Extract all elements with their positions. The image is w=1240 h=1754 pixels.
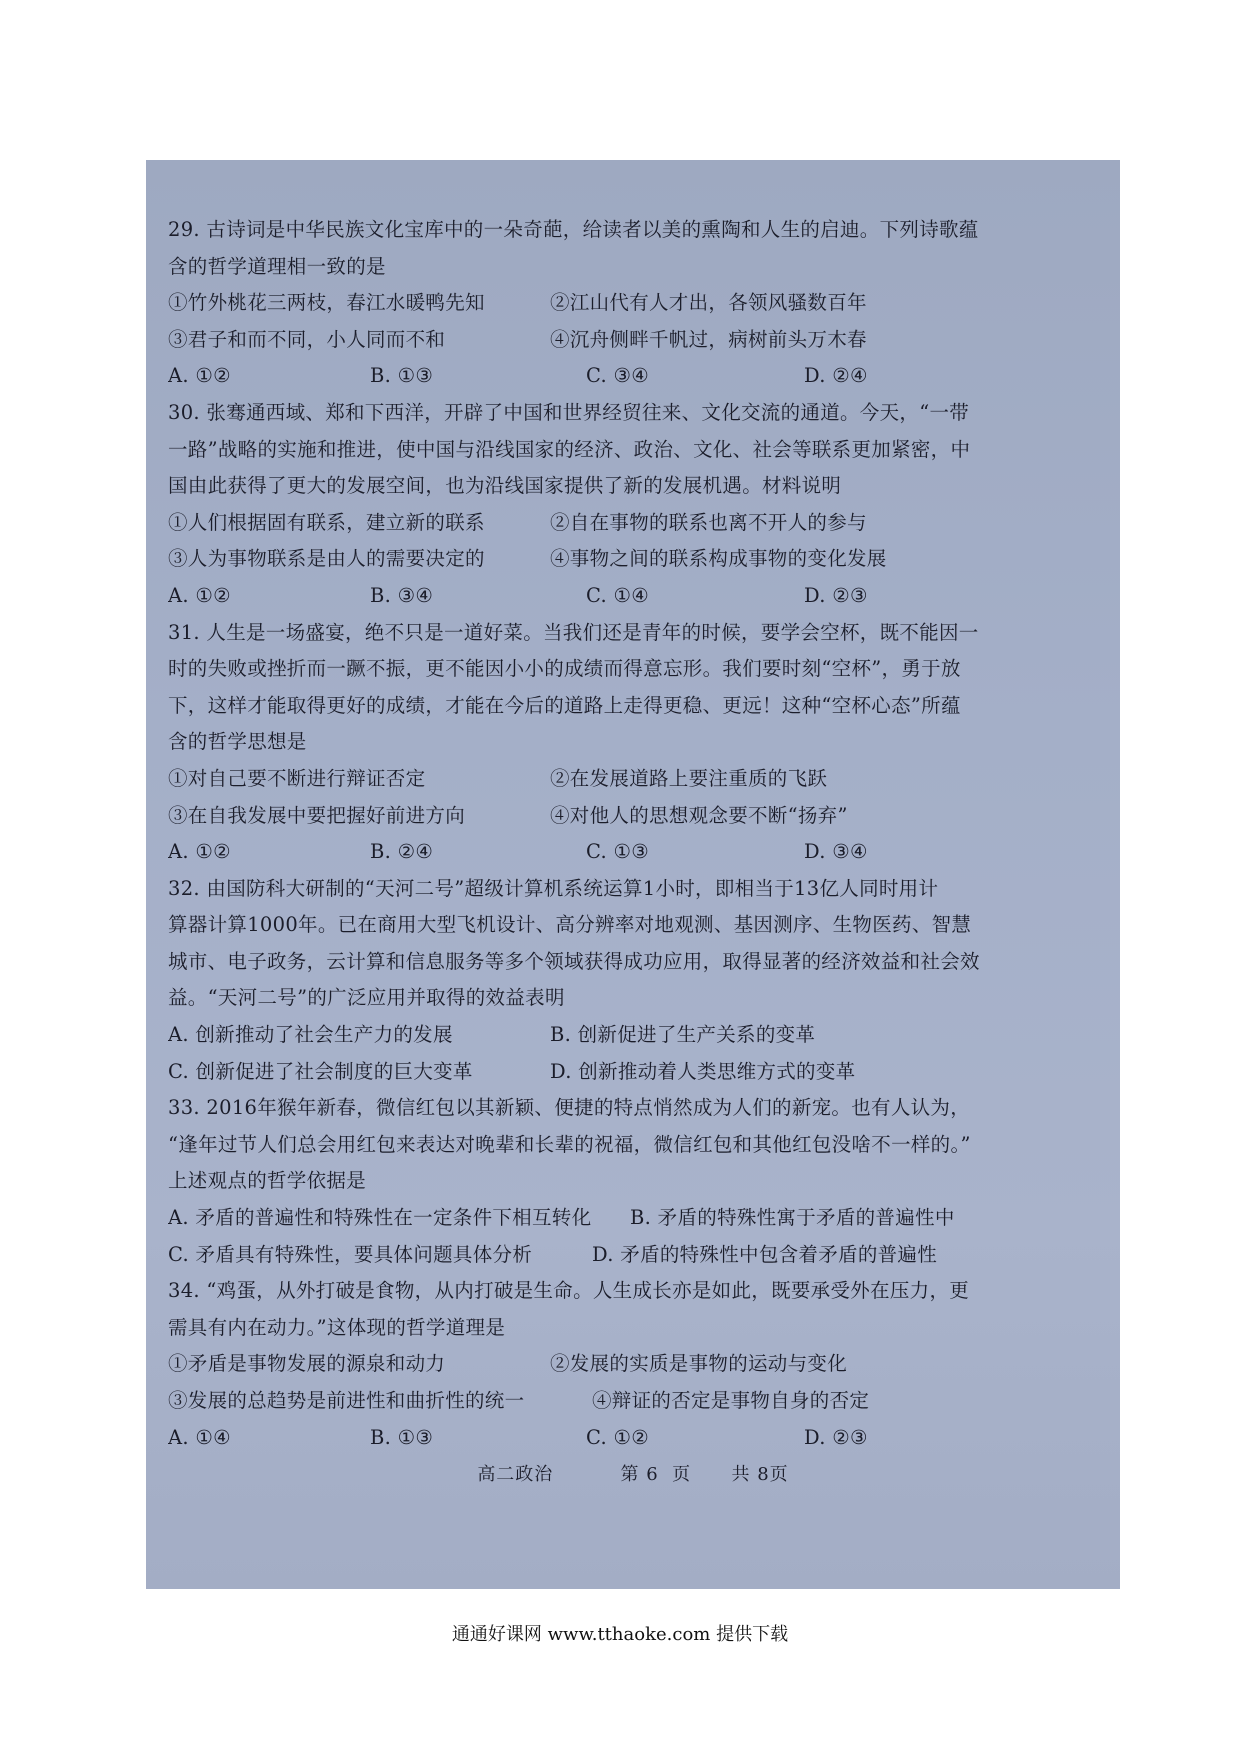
option-row bbox=[168, 798, 1068, 835]
option-text: ②自在事物的联系也离不开人的参与 bbox=[550, 510, 867, 534]
option-text: D. ②④ bbox=[804, 364, 868, 388]
download-caption: 通通好课网 www.tthaoke.com 提供下载 bbox=[451, 1624, 789, 1645]
option-text: ②江山代有人才出，各领风骚数百年 bbox=[550, 291, 867, 315]
option-row bbox=[168, 541, 1068, 578]
option-row bbox=[168, 1383, 1068, 1420]
option-text: ②发展的实质是事物的运动与变化 bbox=[550, 1352, 848, 1376]
option-row bbox=[168, 761, 1068, 798]
option-text: B. ③④ bbox=[370, 583, 434, 607]
option-text: A. 矛盾的普遍性和特殊性在一定条件下相互转化 bbox=[168, 1206, 592, 1230]
option-text: C. 创新促进了社会制度的巨大变革 bbox=[168, 1059, 473, 1083]
page-footer bbox=[146, 1460, 1120, 1486]
question-line: 34. “鸡蛋，从外打破是食物，从内打破是生命。人生成长亦是如此，既要承受外在压力，更 bbox=[168, 1279, 970, 1303]
option-text: B. ②④ bbox=[370, 840, 434, 864]
option-text: ①竹外桃花三两枝，春江水暖鸭先知 bbox=[168, 291, 485, 315]
option-row bbox=[168, 834, 1068, 871]
option-text: ③人为事物联系是由人的需要决定的 bbox=[168, 547, 485, 571]
footer-page: 第 6 页 bbox=[620, 1464, 692, 1485]
option-row bbox=[168, 505, 1068, 542]
option-text: C. 矛盾具有特殊性，要具体问题具体分析 bbox=[168, 1242, 533, 1266]
option-text: ③在自我发展中要把握好前进方向 bbox=[168, 803, 466, 827]
option-row bbox=[168, 322, 1068, 359]
question-line: 33. 2016年猴年新春，微信红包以其新颖、便捷的特点悄然成为人们的新宠。也有人认为， bbox=[168, 1096, 971, 1120]
question-line: 上述观点的哲学依据是 bbox=[168, 1169, 367, 1193]
option-text: C. ①④ bbox=[586, 583, 650, 607]
question-line: 下，这样才能取得更好的成绩，才能在今后的道路上走得更稳、更远！这种“空杯心态”所蕴 bbox=[168, 693, 961, 717]
question-line: 需具有内在动力。”这体现的哲学道理是 bbox=[168, 1315, 506, 1339]
question-line: 含的哲学思想是 bbox=[168, 730, 307, 754]
option-text: ④沉舟侧畔千帆过，病树前头万木春 bbox=[550, 327, 867, 351]
option-text: A. 创新推动了社会生产力的发展 bbox=[168, 1023, 453, 1047]
option-row bbox=[168, 1346, 1068, 1383]
option-text: D. ②③ bbox=[804, 1425, 868, 1449]
option-text: B. ①③ bbox=[370, 364, 434, 388]
option-text: ①对自己要不断进行辩证否定 bbox=[168, 766, 426, 790]
option-text: ④事物之间的联系构成事物的变化发展 bbox=[550, 547, 887, 571]
option-row bbox=[168, 1054, 1068, 1091]
option-text: A. ①② bbox=[168, 364, 231, 388]
option-row bbox=[168, 578, 1068, 615]
question-line: 算器计算1000年。已在商用大型飞机设计、高分辨率对地观测、基因测序、生物医药、智慧 bbox=[168, 913, 972, 937]
option-text: C. ①② bbox=[586, 1425, 650, 1449]
question-line: 益。“天河二号”的广泛应用并取得的效益表明 bbox=[168, 986, 565, 1010]
option-text: B. 矛盾的特殊性寓于矛盾的普遍性中 bbox=[630, 1206, 955, 1230]
question-line: 29. 古诗词是中华民族文化宝库中的一朵奇葩，给读者以美的熏陶和人生的启迪。下列诗歌蕴 bbox=[168, 218, 979, 241]
option-text: ③君子和而不同，小人同而不和 bbox=[168, 327, 446, 351]
option-text: A. ①② bbox=[168, 840, 231, 864]
option-row bbox=[168, 1420, 1068, 1457]
question-line: “逢年过节人们总会用红包来表达对晚辈和长辈的祝福，微信红包和其他红包没啥不一样的。” bbox=[168, 1132, 971, 1156]
option-row bbox=[168, 1017, 1068, 1054]
footer-total: 共 8页 bbox=[731, 1464, 789, 1485]
option-row bbox=[168, 1237, 1068, 1274]
option-text: D. 矛盾的特殊性中包含着矛盾的普遍性 bbox=[592, 1242, 938, 1266]
option-text: ④辩证的否定是事物自身的否定 bbox=[592, 1389, 870, 1412]
option-text: D. 创新推动着人类思维方式的变革 bbox=[550, 1059, 856, 1083]
question-line: 城市、电子政务，云计算和信息服务等多个领域获得成功应用，取得显著的经济效益和社会效 bbox=[168, 949, 980, 973]
option-row bbox=[168, 358, 1068, 395]
question-line: 时的失败或挫折而一蹶不振，更不能因小小的成绩而得意忘形。我们要时刻“空杯”，勇于放 bbox=[168, 657, 961, 681]
option-text: C. ①③ bbox=[586, 840, 650, 864]
option-text: ④对他人的思想观念要不断“扬弃” bbox=[550, 803, 848, 827]
exam-content bbox=[168, 212, 1068, 1456]
option-text: ①人们根据固有联系，建立新的联系 bbox=[168, 510, 485, 534]
question-line: 31. 人生是一场盛宴，绝不只是一道好菜。当我们还是青年的时候，要学会空杯，既不能因一 bbox=[168, 620, 979, 644]
option-text: A. ①④ bbox=[168, 1425, 231, 1449]
question-line: 30. 张骞通西域、郑和下西洋，开辟了中国和世界经贸往来、文化交流的通道。今天，“一带 bbox=[168, 400, 970, 424]
option-text: ①矛盾是事物发展的源泉和动力 bbox=[168, 1352, 446, 1376]
option-text: B. ①③ bbox=[370, 1425, 434, 1449]
footer-subject: 高二政治 bbox=[477, 1464, 554, 1485]
question-line: 一路”战略的实施和推进，使中国与沿线国家的经济、政治、文化、社会等联系更加紧密，中 bbox=[168, 437, 971, 461]
option-text: B. 创新促进了生产关系的变革 bbox=[550, 1023, 816, 1047]
exam-photo bbox=[146, 160, 1120, 1589]
option-row bbox=[168, 285, 1068, 322]
option-text: ②在发展道路上要注重质的飞跃 bbox=[550, 766, 828, 790]
question-line: 含的哲学道理相一致的是 bbox=[168, 254, 386, 278]
option-text: C. ③④ bbox=[586, 364, 650, 388]
option-text: A. ①② bbox=[168, 583, 231, 607]
question-line: 32. 由国防科大研制的“天河二号”超级计算机系统运算1小时，即相当于13亿人同时用计 bbox=[168, 876, 939, 900]
option-text: D. ②③ bbox=[804, 583, 868, 607]
option-row bbox=[168, 1200, 1068, 1237]
option-text: ③发展的总趋势是前进性和曲折性的统一 bbox=[168, 1389, 525, 1412]
question-line: 国由此获得了更大的发展空间，也为沿线国家提供了新的发展机遇。材料说明 bbox=[168, 474, 842, 498]
option-text: D. ③④ bbox=[804, 840, 868, 864]
